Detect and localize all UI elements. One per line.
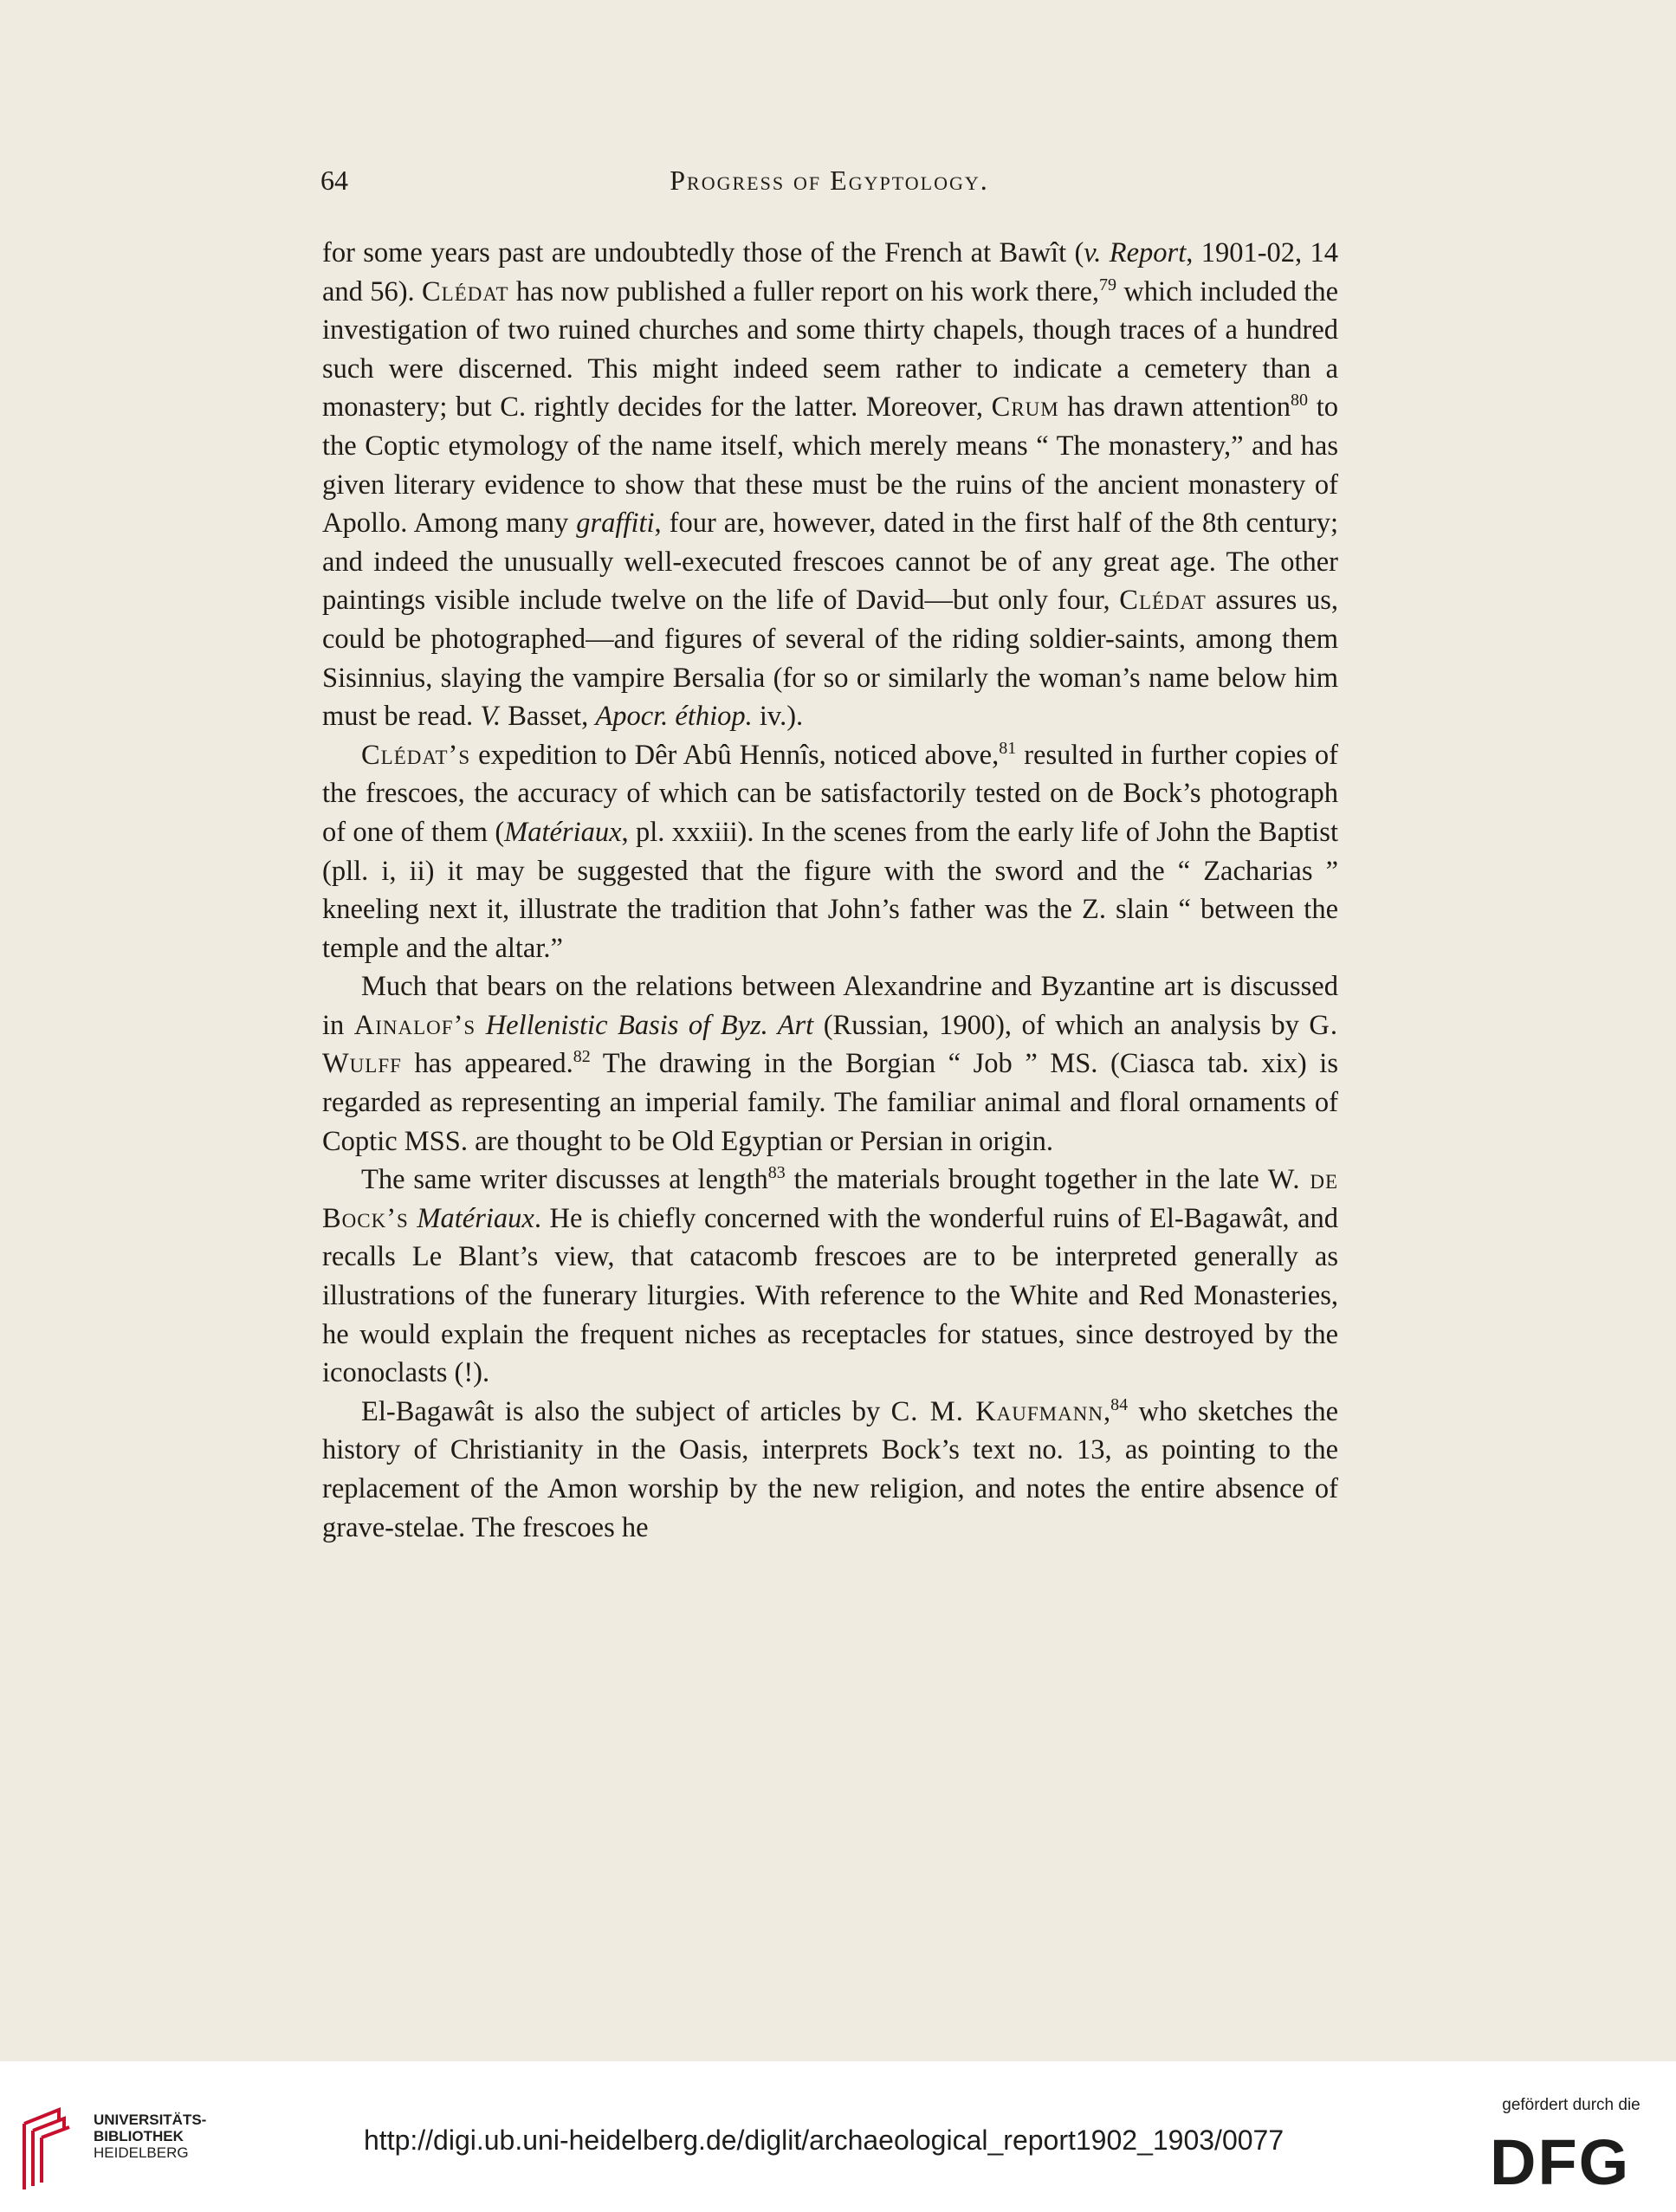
- author-name: Clédat’s: [361, 739, 471, 771]
- university-library-logo-icon: [16, 2106, 88, 2193]
- author-name: C. M. Kaufmann: [890, 1395, 1103, 1427]
- paragraph-1: for some years past are undoubtedly those of the French at Bawît (v. Report, 1901-02, 14 and 56). Clédat has now published a fuller report on his work there,$^{79}$ which included the investigation of two ruined churches and some thirty chapels, though traces of a hundred such were discerned. This might indeed seem rather to indicate a cemetery than a monastery; but C. rightly decides for the latter. Moreover, Crum has drawn attention$^{80}$ to the Coptic etymology of the name itself, which merely means “ The monastery,” and has given literary evidence to show that these must be the ruins of the ancient monastery of Apollo. Among many graffiti, four are, however, dated in the first half of the 8th century; and indeed the unusually well-executed frescoes cannot be of any great age. The other paintings visible include twelve on the life of David—but only four, Clédat assures us, could be photographed—and figures of several of the riding soldier-saints, among them Sisinnius, slaying the vampire Bersalia (for so or similarly the woman’s name below him must be read. V. Basset, Apocr. éthiop. iv.).: [322, 237, 1339, 733]
- dfg-logo: DFG: [1490, 2126, 1631, 2198]
- footnote-ref: 80: [1291, 391, 1309, 411]
- funding-note: gefördert durch die: [1502, 2096, 1640, 2114]
- author-name: Crum: [991, 391, 1059, 424]
- paragraph-5: El-Bagawât is also the subject of articles by C. M. Kaufmann,$^{84}$ who sketches the history of Christianity in the Oasis, interprets Bock’s text no. 13, as pointing to the replacement of the Amon worship by the new religion, and notes the entire absence of grave-stelae. The frescoes he: [322, 1394, 1338, 1543]
- body-text: [322, 234, 1338, 1547]
- university-library-name: UNIVERSITÄTS- BIBLIOTHEK HEIDELBERG: [94, 2112, 207, 2161]
- author-name: Clédat: [422, 275, 509, 307]
- viewer-footer: [0, 2061, 1676, 2212]
- author-name: Clédat: [1119, 585, 1207, 617]
- footnote-ref: 84: [1110, 1394, 1129, 1414]
- footnote-ref: 83: [767, 1163, 786, 1183]
- page-number: 64: [320, 165, 348, 196]
- author-name: G. Wulff: [322, 1009, 1339, 1080]
- author-name: W. de Bock’s: [322, 1164, 1338, 1234]
- paragraph-3: Much that bears on the relations between Alexandrine and Byzantine art is discussed in Ainalof’s Hellenistic Basis of Byz. Art (Russian, 1900), of which an analysis by G. Wulff has appeared.$^{82}$ The drawing in the Borgian “ Job ” MS. (Ciasca tab. xix) is regarded as representing an imperial family. The familiar animal and floral ornaments of Coptic MSS. are thought to be Old Egyptian or Persian in origin.: [322, 971, 1339, 1157]
- footnote-ref: 82: [573, 1047, 591, 1067]
- footnote-ref: 79: [1099, 275, 1117, 294]
- author-name: Ainalof’s: [353, 1009, 476, 1041]
- footnote-ref: 81: [999, 738, 1017, 758]
- running-title: Progress of Egyptology.: [670, 165, 989, 196]
- page-header: [320, 156, 1338, 208]
- paragraph-2: Clédat’s expedition to Dêr Abû Hennîs, noticed above,$^{81}$ resulted in further copies of the frescoes, the accuracy of which can be satisfactorily tested on de Bock’s photograph of one of them (Matériaux, pl. xxxiii). In the scenes from the early life of John the Baptist (pll. i, ii) it may be suggested that the figure with the sword and the “ Zacharias ” kneeling next it, illustrate the tradition that John’s father was the Z. slain “ between the temple and the altar.”: [322, 738, 1338, 964]
- paragraph-4: The same writer discusses at length$^{83}$ the materials brought together in the late W. de Bock’s Matériaux. He is chiefly concerned with the wonderful ruins of El-Bagawât, and recalls Le Blant’s view, that catacomb frescoes are to be interpreted generally as illustrations of the funerary liturgies. With reference to the White and Red Monasteries, he would explain the frequent niches as receptacles for statues, since destroyed by the iconoclasts (!).: [322, 1163, 1338, 1389]
- permalink-url[interactable]: http://digi.ub.uni-heidelberg.de/diglit/archaeological_report1902_1903/0077: [364, 2125, 1285, 2156]
